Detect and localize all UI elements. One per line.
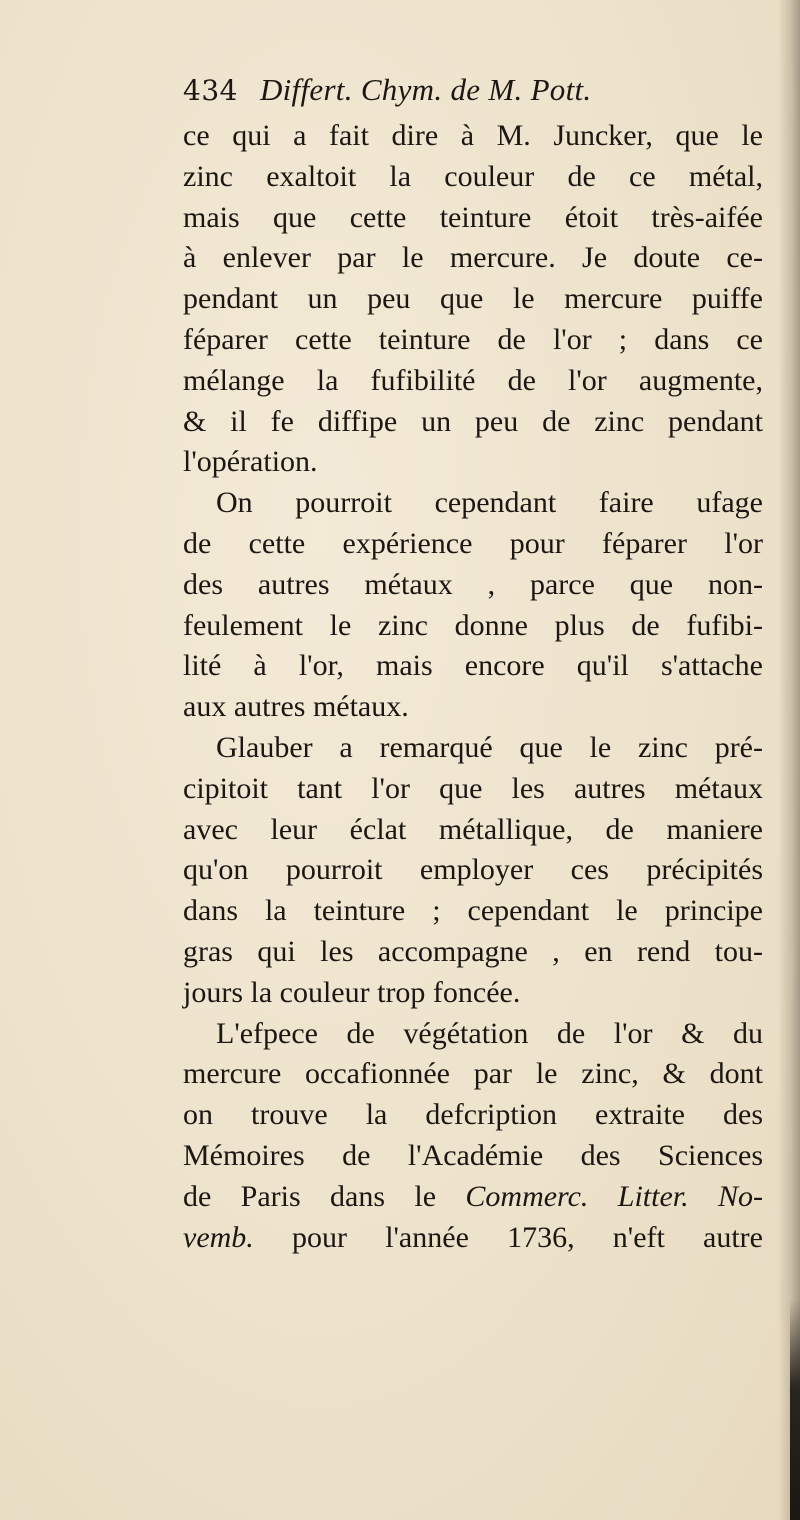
text-line: cipitoit tant l'or que les autres métaux xyxy=(183,771,763,805)
text-line: ce qui a fait dire à M. Juncker, que le xyxy=(183,119,763,152)
text-line: jours la couleur trop foncée. xyxy=(183,975,521,1009)
text-line: des autres métaux , parce que non- xyxy=(183,567,763,601)
line-text-roman: pour l'année 1736, n'eft autre xyxy=(253,1220,763,1254)
text-line: féparer cette teinture de l'or ; dans ce xyxy=(183,322,763,356)
text-line: Glauber a remarqué que le zinc pré- xyxy=(216,730,763,764)
line-text-roman: de Paris dans le xyxy=(183,1179,466,1213)
text-line: feulement le zinc donne plus de fufibi- xyxy=(183,608,763,642)
text-line: aux autres métaux. xyxy=(183,690,409,724)
text-line: & il fe diffipe un peu de zinc pendant xyxy=(183,404,763,438)
text-line: lité à l'or, mais encore qu'il s'attache xyxy=(183,649,763,683)
text-line: on trouve la defcription extraite des xyxy=(183,1098,763,1132)
text-line: avec leur éclat métallique, de maniere xyxy=(183,812,763,846)
text-line xyxy=(183,1218,763,1259)
page-edge-binding xyxy=(790,1300,800,1520)
text-line: l'opération. xyxy=(183,445,318,479)
text-line: de cette expérience pour féparer l'or xyxy=(183,526,763,560)
page-edge-shadow xyxy=(778,0,800,1520)
body-text xyxy=(183,116,763,1258)
text-line: mercure occafionnée par le zinc, & dont xyxy=(183,1057,763,1091)
line-text-italic: Commerc. Litter. No- xyxy=(465,1179,763,1213)
running-title: Differt. Chym. de M. Pott. xyxy=(259,72,592,107)
text-line: qu'on pourroit employer ces précipités xyxy=(183,853,763,887)
text-line: à enlever par le mercure. Je doute ce- xyxy=(183,241,763,275)
page-number: 434 xyxy=(183,74,238,107)
text-line: mais que cette teinture étoit très-aifée xyxy=(183,200,763,234)
text-line: dans la teinture ; cependant le principe xyxy=(183,894,763,928)
text-line: Mémoires de l'Académie des Sciences xyxy=(183,1138,763,1172)
line-text-italic: vemb. xyxy=(183,1220,254,1254)
text-line xyxy=(183,1177,763,1218)
text-line: L'efpece de végétation de l'or & du xyxy=(216,1016,763,1050)
text-line: zinc exaltoit la couleur de ce métal, xyxy=(183,159,763,193)
text-line: gras qui les accompagne , en rend tou- xyxy=(183,934,763,968)
page-header xyxy=(183,72,743,116)
text-line: mélange la fufibilité de l'or augmente, xyxy=(183,363,763,397)
text-line: On pourroit cependant faire ufage xyxy=(216,486,763,520)
text-line: pendant un peu que le mercure puiffe xyxy=(183,282,763,316)
